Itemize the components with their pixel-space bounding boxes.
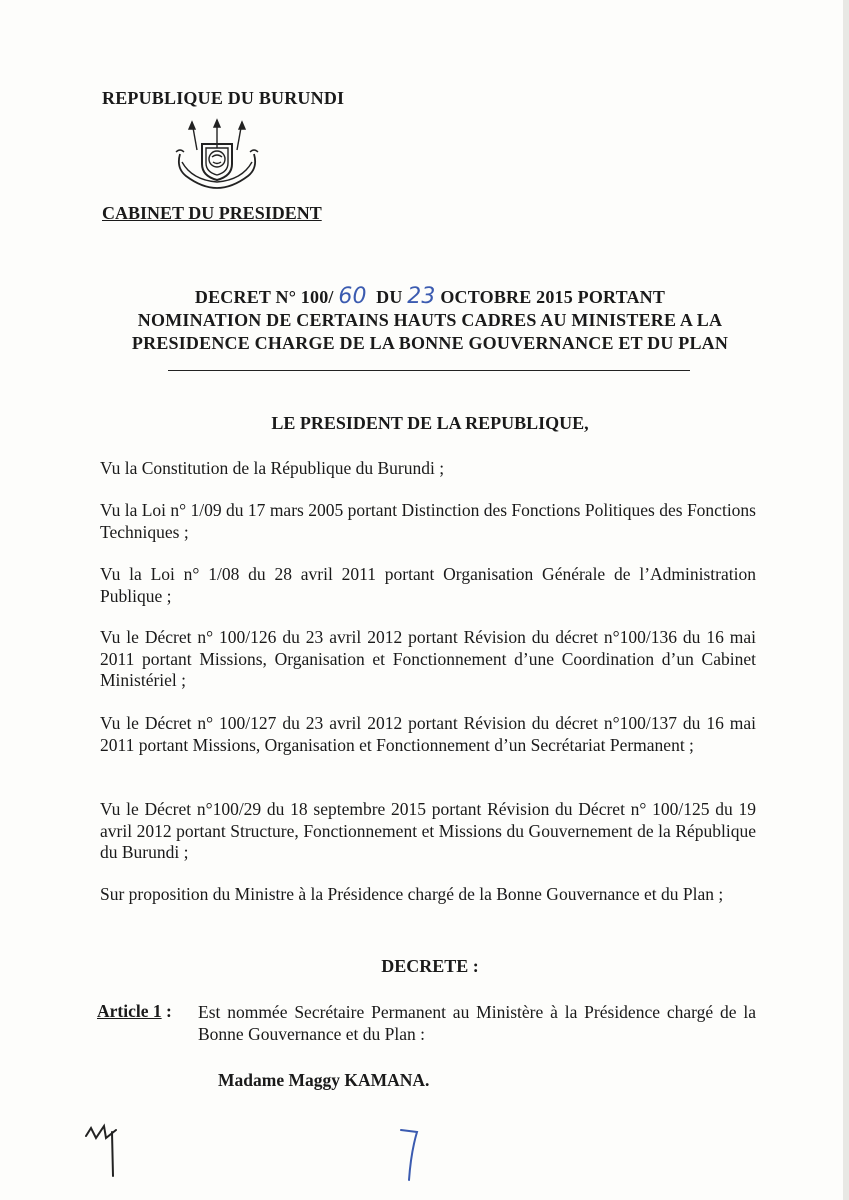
coat-of-arms-emblem	[172, 118, 262, 198]
country-heading: REPUBLIQUE DU BURUNDI	[102, 88, 345, 108]
consideration-4: Vu le Décret n° 100/126 du 23 avril 2012 portant Révision du décret n°100/136 du 16 mai 2011 portant Missions, Organisation et Fonctionnement d’une Coordination d’un Cabinet Ministériel ;	[100, 627, 756, 690]
initials-paraph-2-icon	[395, 1122, 425, 1184]
consideration-3: Vu la Loi n° 1/08 du 28 avril 2011 portant Organisation Générale de l’Administration Publique ;	[100, 564, 756, 606]
article-1-label	[97, 1001, 172, 1022]
handwritten-decree-day: 23	[407, 284, 436, 309]
decree-title-line2: NOMINATION DE CERTAINS HAUTS CADRES AU MINISTERE A LA	[137, 310, 723, 330]
article-1-text: Est nommée Secrétaire Permanent au Ministère à la Présidence chargé de la Bonne Gouvernance et du Plan :	[198, 1002, 756, 1044]
title-divider	[168, 370, 690, 371]
consideration-2: Vu la Loi n° 1/09 du 17 mars 2005 portant Distinction des Fonctions Politiques des Fonctions Techniques ;	[100, 500, 756, 542]
consideration-6: Vu le Décret n°100/29 du 18 septembre 2015 portant Révision du Décret n° 100/125 du 19 avril 2012 portant Structure, Fonctionnement et Missions du Gouvernement de la République du Burundi ;	[100, 799, 756, 862]
decree-title-line1	[100, 285, 760, 309]
decree-du: DU	[376, 287, 403, 307]
article-1-colon: :	[166, 1001, 172, 1021]
nominee-name: Madame Maggy KAMANA.	[218, 1070, 430, 1090]
president-heading: LE PRESIDENT DE LA REPUBLIQUE,	[271, 413, 589, 433]
page-edge	[843, 0, 849, 1200]
consideration-7: Sur proposition du Ministre à la Présidence chargé de la Bonne Gouvernance et du Plan ;	[100, 884, 724, 904]
office-heading: CABINET DU PRESIDENT	[102, 203, 322, 223]
decrete-heading: DECRETE :	[381, 956, 479, 976]
decree-number-prefix: DECRET N° 100/	[194, 287, 334, 307]
consideration-5: Vu le Décret n° 100/127 du 23 avril 2012 portant Révision du décret n°100/137 du 16 mai 2011 portant Missions, Organisation et Fonctionnement d’un Secrétariat Permanent ;	[100, 713, 756, 755]
decree-title-line3: PRESIDENCE CHARGE DE LA BONNE GOUVERNANCE ET DU PLAN	[131, 333, 729, 353]
initials-paraph-icon	[82, 1122, 122, 1180]
article-1-label-text: Article 1	[97, 1001, 162, 1021]
consideration-1: Vu la Constitution de la République du Burundi ;	[100, 458, 445, 478]
handwritten-decree-number: 60	[338, 284, 367, 309]
decree-title	[100, 285, 760, 355]
decree-date-rest: OCTOBRE 2015 PORTANT	[440, 287, 666, 307]
